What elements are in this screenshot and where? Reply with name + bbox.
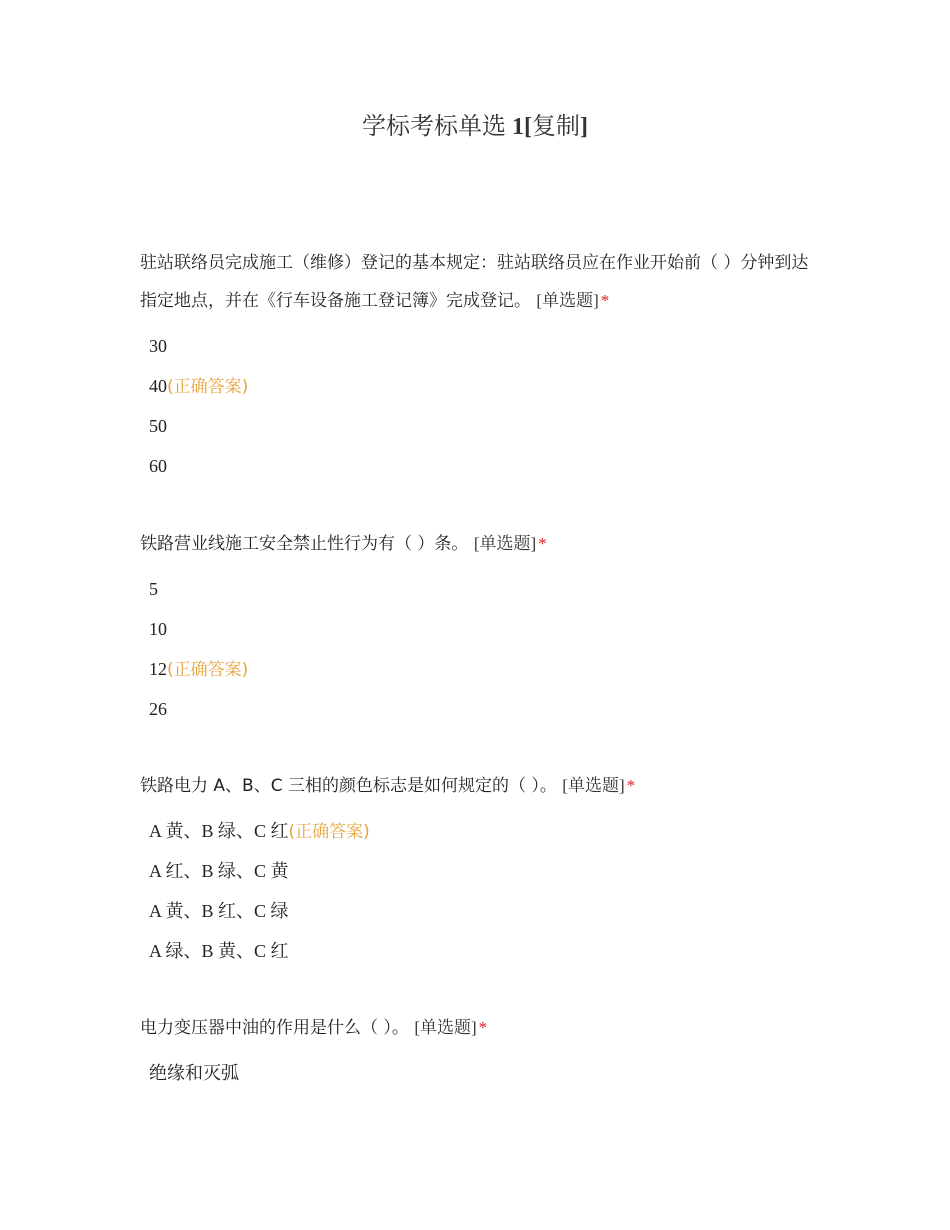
option-list (140, 1053, 810, 1093)
question-stem (140, 1009, 810, 1047)
question-2 (140, 525, 810, 729)
option-text: 40 (149, 376, 167, 396)
question-type-label: [单选题] (414, 1018, 477, 1037)
option-list (140, 326, 810, 486)
title-bracket: ] (580, 114, 588, 140)
question-text: 电力变压器中油的作用是什么（ ）。 (140, 1018, 409, 1038)
option-item[interactable] (149, 609, 810, 649)
option-text: A 黄、B 绿、C 红 (149, 821, 289, 841)
option-item[interactable] (149, 811, 810, 851)
option-text: A 绿、B 黄、C 红 (149, 941, 289, 961)
question-text: 铁路电力 A、B、C 三相的颜色标志是如何规定的（ ）。 (140, 776, 557, 796)
title-number: 1[ (512, 114, 532, 140)
option-text: A 红、B 绿、C 黄 (149, 861, 289, 881)
question-3 (140, 767, 810, 971)
option-item[interactable] (149, 326, 810, 366)
option-text: 绝缘和灭弧 (149, 1063, 239, 1083)
question-type-label: [单选题] (562, 776, 625, 795)
required-marker: * (478, 1018, 488, 1037)
question-stem (140, 525, 810, 563)
option-item[interactable] (149, 851, 810, 891)
question-text: 铁路营业线施工安全禁止性行为有（ ）条。 (140, 534, 469, 554)
option-text: 5 (149, 579, 158, 599)
option-item[interactable] (149, 891, 810, 931)
question-1 (140, 245, 810, 486)
title-copy-label: 复制 (532, 114, 580, 140)
option-text: A 黄、B 红、C 绿 (149, 901, 289, 921)
question-text: 驻站联络员完成施工（维修）登记的基本规定：驻站联络员应在作业开始前（ ）分钟到达指定地点，并在《行车设备施工登记簿》完成登记。 (140, 253, 809, 311)
option-item[interactable] (149, 446, 810, 486)
document-title (0, 110, 950, 144)
option-item[interactable] (149, 649, 810, 689)
option-text: 50 (149, 416, 167, 436)
required-marker: * (538, 534, 547, 553)
option-item[interactable] (149, 931, 810, 971)
option-item[interactable] (149, 406, 810, 446)
option-text: 30 (149, 336, 167, 356)
question-4 (140, 1009, 810, 1093)
correct-answer-mark: (正确答案) (167, 660, 249, 680)
option-item[interactable] (149, 569, 810, 609)
question-type-label: [单选题] (536, 291, 599, 310)
question-type-label: [单选题] (473, 534, 537, 553)
option-item[interactable] (149, 366, 810, 406)
option-item[interactable] (149, 1053, 810, 1093)
option-text: 12 (149, 659, 167, 679)
option-list (140, 811, 810, 971)
option-text: 10 (149, 619, 167, 639)
question-stem (140, 767, 810, 805)
correct-answer-mark: (正确答案) (288, 822, 370, 842)
title-text: 学标考标单选 (362, 114, 512, 140)
option-text: 26 (149, 699, 167, 719)
option-item[interactable] (149, 689, 810, 729)
required-marker: * (600, 291, 610, 310)
required-marker: * (626, 776, 636, 795)
correct-answer-mark: (正确答案) (167, 377, 249, 397)
option-text: 60 (149, 456, 167, 476)
question-stem (140, 245, 810, 320)
option-list (140, 569, 810, 729)
